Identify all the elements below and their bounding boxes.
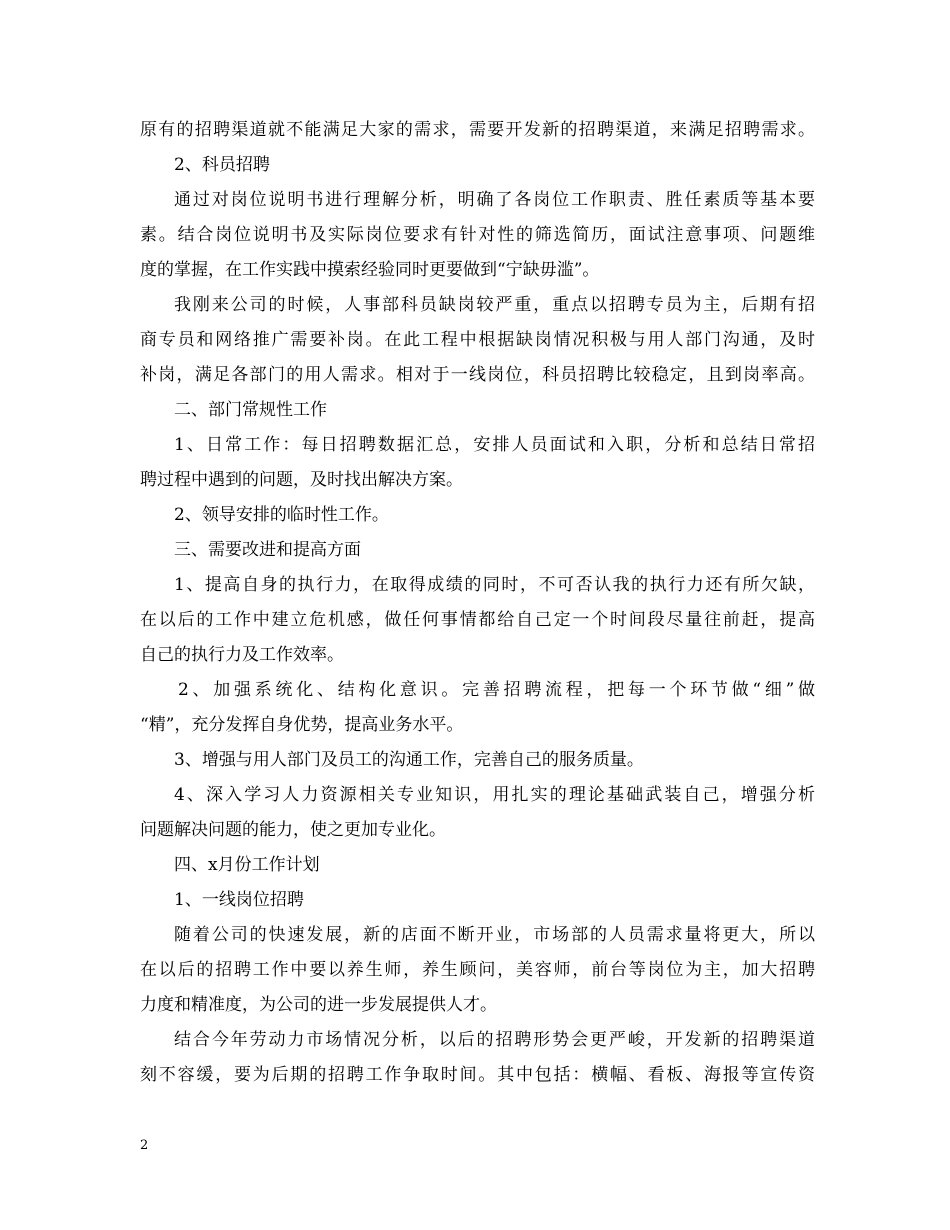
section-heading: 1、一线岗位招聘 xyxy=(174,890,304,910)
section-heading: 2、科员招聘 xyxy=(174,155,270,175)
paragraph-line: 度的掌握，在工作实践中摸索经验同时更要做到“宁缺毋滥”。 xyxy=(140,260,600,280)
paragraph-line: 在以后的工作中建立危机感，做任何事情都给自己定一个时间段尽量往前赶，提高 xyxy=(140,610,815,630)
section-heading: 三、需要改进和提高方面 xyxy=(174,540,361,560)
paragraph-line: 2、领导安排的临时性工作。 xyxy=(174,505,389,525)
section-heading: 四、x月份工作计划 xyxy=(174,855,320,875)
section-heading: 二、部门常规性工作 xyxy=(174,400,327,420)
paragraph-line: “精”，充分发挥自身优势，提高业务水平。 xyxy=(140,715,464,735)
paragraph-line: 1、提高自身的执行力，在取得成绩的同时，不可否认我的执行力还有所欠缺， xyxy=(174,575,815,595)
paragraph-line: 商专员和网络推广需要补岗。在此工程中根据缺岗情况积极与用人部门沟通，及时 xyxy=(140,330,815,350)
paragraph-line: 通过对岗位说明书进行理解分析，明确了各岗位工作职责、胜任素质等基本要 xyxy=(174,190,815,210)
paragraph-line: 我刚来公司的时候，人事部科员缺岗较严重，重点以招聘专员为主，后期有招 xyxy=(174,295,815,315)
paragraph-line: 素。结合岗位说明书及实际岗位要求有针对性的筛选简历，面试注意事项、问题维 xyxy=(140,225,815,245)
paragraph-line: 在以后的招聘工作中要以养生师，养生顾问，美容师，前台等岗位为主，加大招聘 xyxy=(140,960,815,980)
paragraph-line: 问题解决问题的能力，使之更加专业化。 xyxy=(140,820,446,840)
paragraph-line: 聘过程中遇到的问题，及时找出解决方案。 xyxy=(140,470,463,490)
paragraph-line: 原有的招聘渠道就不能满足大家的需求，需要开发新的招聘渠道，来满足招聘需求。 xyxy=(140,120,815,140)
paragraph-line: 结合今年劳动力市场情况分析，以后的招聘形势会更严峻，开发新的招聘渠道 xyxy=(174,1030,815,1050)
document-body xyxy=(140,113,815,1093)
paragraph-line: 1、日常工作：每日招聘数据汇总，安排人员面试和入职，分析和总结日常招 xyxy=(174,435,815,455)
paragraph-line: 刻不容缓，要为后期的招聘工作争取时间。其中包括：横幅、看板、海报等宣传资 xyxy=(140,1065,815,1085)
paragraph-line: 自己的执行力及工作效率。 xyxy=(140,645,344,665)
paragraph-line: 随着公司的快速发展，新的店面不断开业，市场部的人员需求量将更大，所以 xyxy=(174,925,815,945)
paragraph-line: 补岗，满足各部门的用人需求。相对于一线岗位，科员招聘比较稳定，且到岗率高。 xyxy=(140,365,815,385)
paragraph-line: 力度和精准度，为公司的进一步发展提供人才。 xyxy=(140,995,497,1015)
paragraph-line: 4、深入学习人力资源相关专业知识，用扎实的理论基础武装自己，增强分析 xyxy=(174,785,815,805)
paragraph-line: 3、增强与用人部门及员工的沟通工作，完善自己的服务质量。 xyxy=(174,750,644,770)
paragraph-line: 2、加强系统化、结构化意识。完善招聘流程，把每一个环节做“细”做 xyxy=(178,680,815,700)
page-number: 2 xyxy=(140,1138,149,1153)
